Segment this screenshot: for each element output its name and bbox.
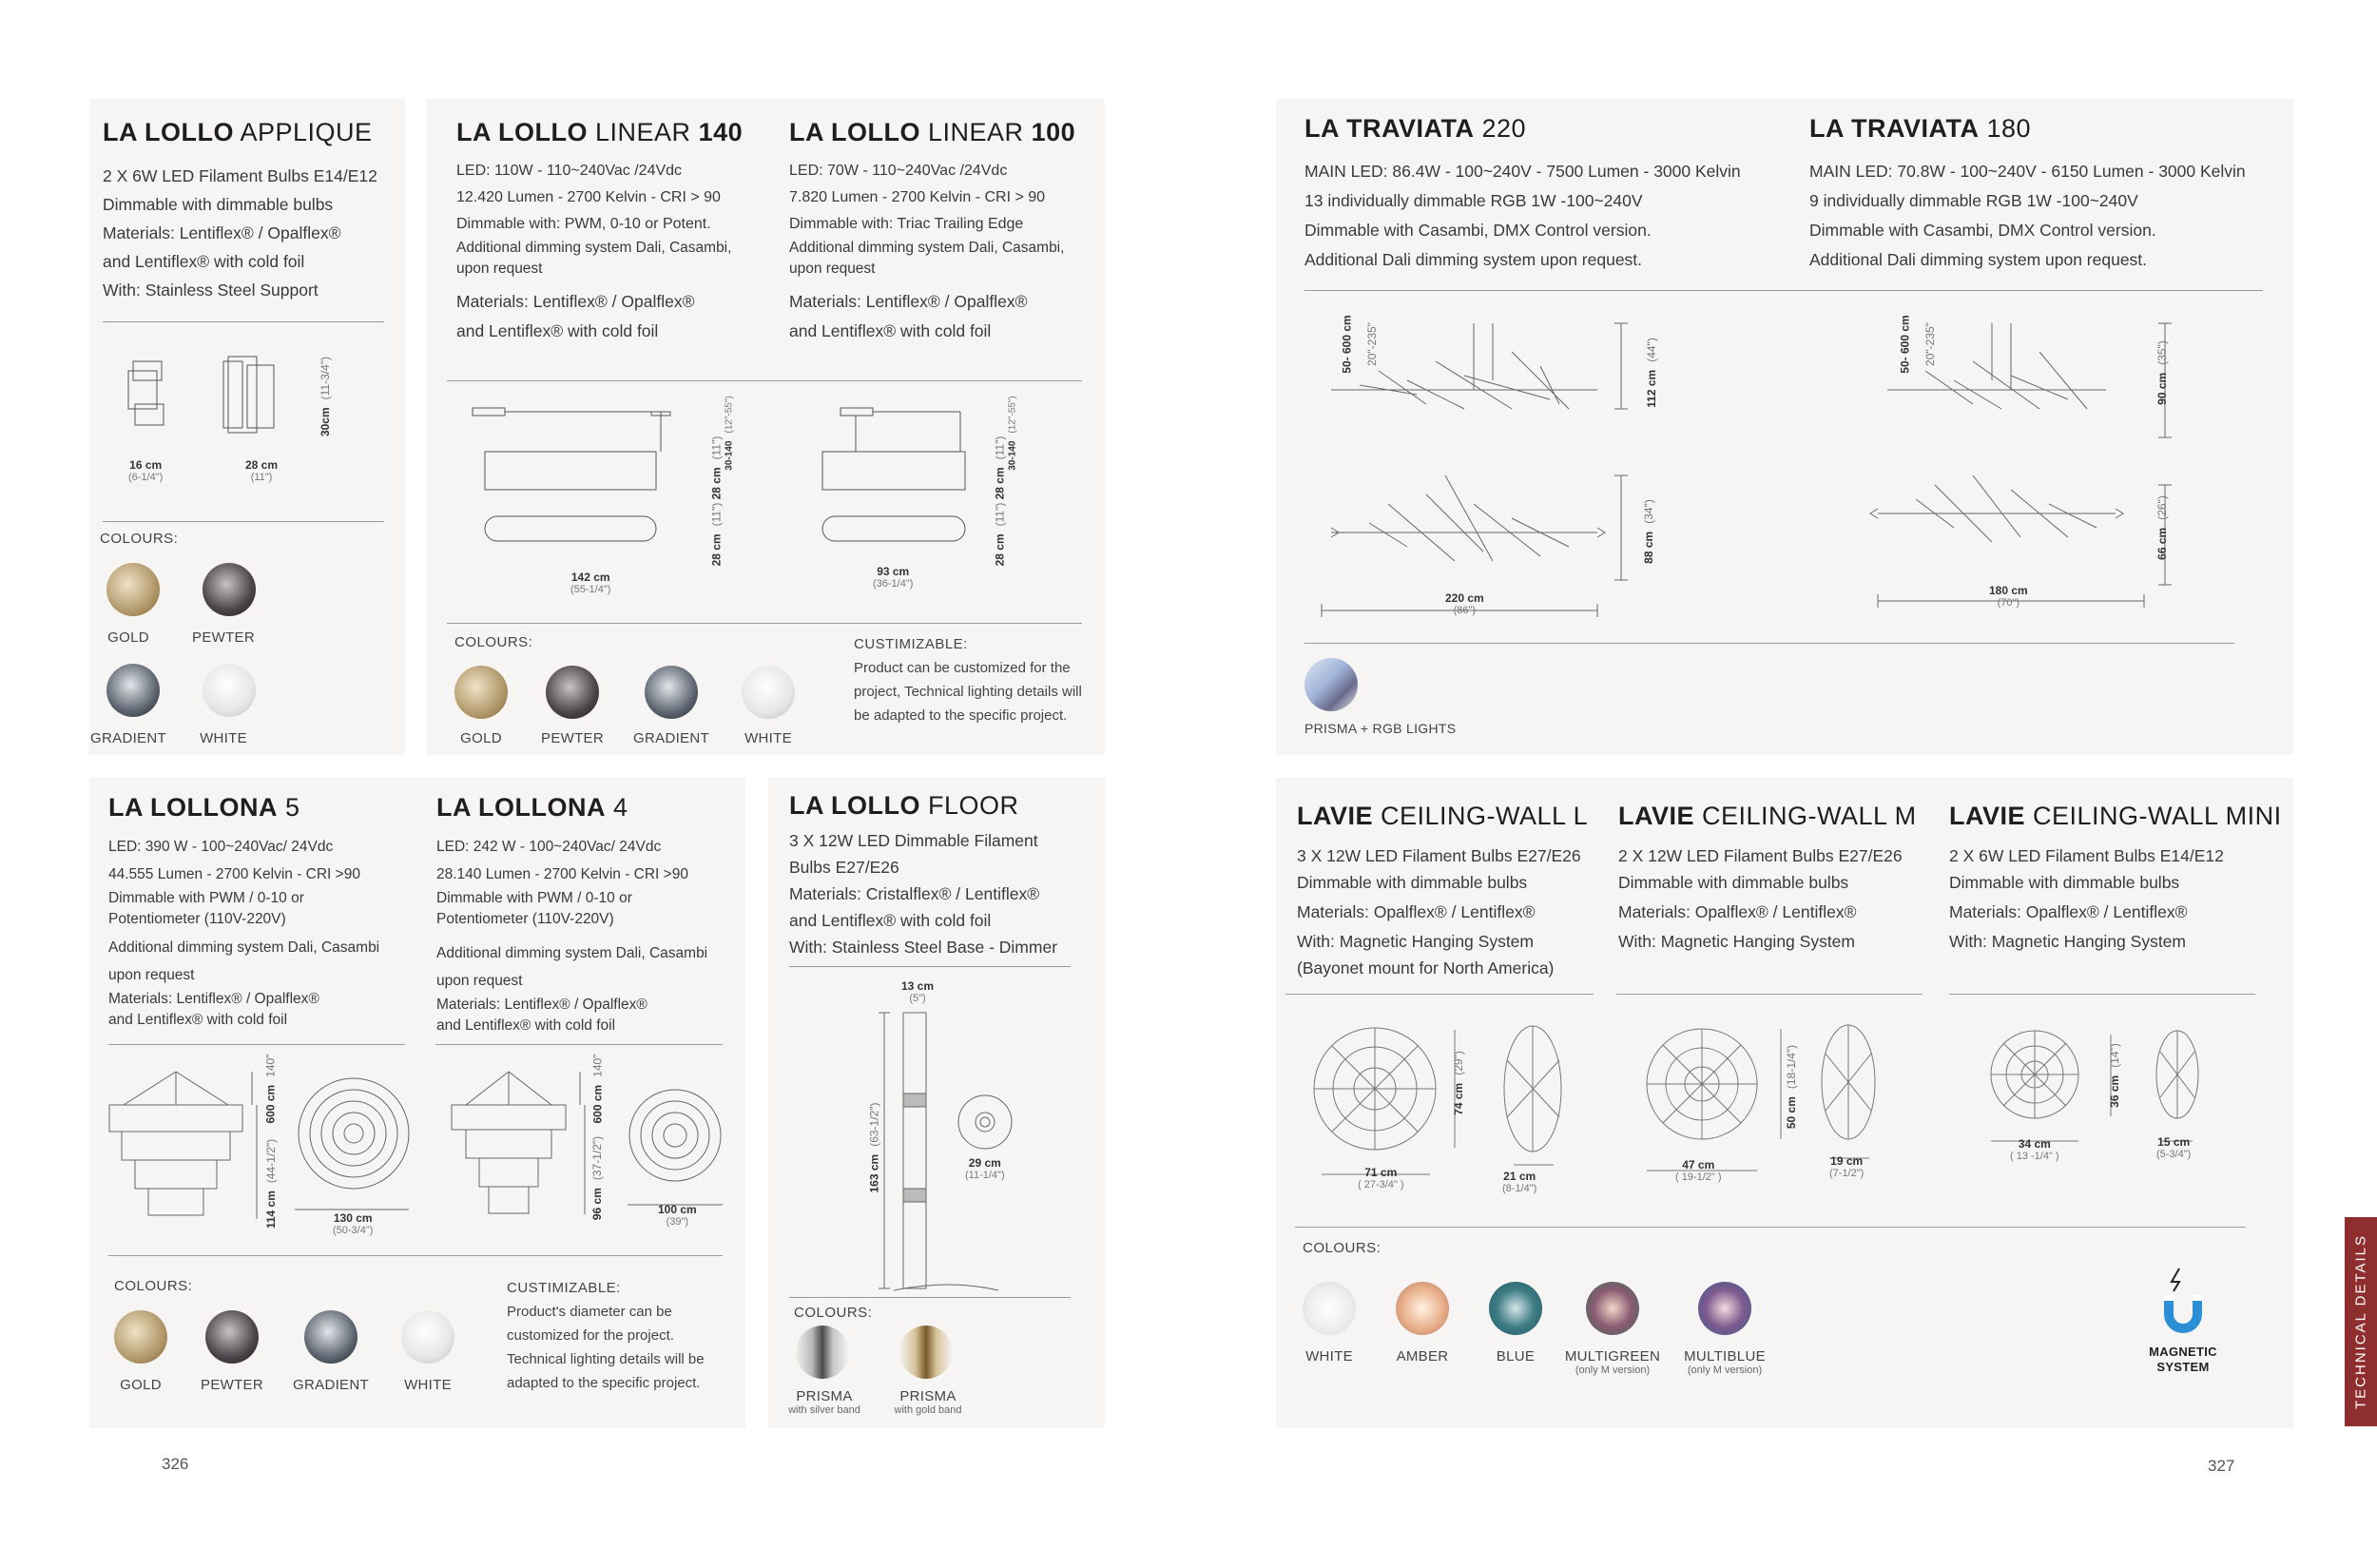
swatch-label: PEWTER [541,730,604,746]
swatch-label: GOLD [120,1377,162,1393]
dim-linear140-h2: 28 cm(11") [709,502,724,567]
dim-linear140-h1: 28 cm(11") [709,436,724,500]
dim-traviata220-drop: 50- 600 cm [1340,315,1354,374]
divider [447,623,1082,624]
title-la-lollona-5: LA LOLLONA 5 [108,793,300,822]
divider [1949,994,2255,995]
page-number-left: 326 [162,1455,189,1473]
title-la-traviata-220: LA TRAVIATA 220 [1304,114,1527,143]
swatch-label: GRADIENT [293,1377,369,1393]
title-la-lollona-4: LA LOLLONA 4 [436,793,628,822]
swatch-gradient[interactable] [106,664,160,717]
dim-traviata180-w: 180 cm (70") [1989,584,2028,609]
divider [435,1044,723,1045]
specs-la-lollo-linear-140: LED: 110W - 110~240Vac /24Vdc 12.420 Lumen - 2700 Kelvin - CRI > 90 Dimmable with: PWM, 0-10 or Potent. Additional dimming system Dali, Casambi, upon request Materials: Lentiflex® / Opalflex® and Lentiflex® with cold foil [456,163,732,340]
divider [789,1297,1071,1298]
specs-la-traviata-220: MAIN LED: 86.4W - 100~240V - 7500 Lumen - 3000 Kelvin 13 individually dimmable RGB 1W -100~240V Dimmable with Casambi, DMX Control version. Additional Dali dimming system upon request. [1304,162,1741,269]
swatch-white[interactable] [1303,1282,1356,1335]
dim-linear140-drop: 30-140(12"-55") [724,396,735,471]
dim-traviata180-drop: 50- 600 cm [1898,315,1912,374]
dim-traviata220-d: 88 cm(34") [1641,499,1655,564]
dim-linear140-w: 142 cm (55-1/4") [570,571,611,595]
colours-heading: COLOURS: [1303,1240,1382,1256]
title-lavie-mini: LAVIE CEILING-WALL MINI [1949,802,2282,830]
swatch-prisma-gold[interactable] [899,1326,953,1379]
specs-lavie-l: 3 X 12W LED Filament Bulbs E27/E26 Dimmable with dimmable bulbs Materials: Opalflex® / Lentiflex® With: Magnetic Hanging System (Bayonet mount for North America) [1297,846,1581,978]
swatch-label: WHITE [200,730,247,746]
drawing-la-lollo-floor [875,994,1065,1298]
dim-applique-h: 30cm(11-3/4") [319,356,333,437]
title-la-lollo-applique: LA LOLLO APPLIQUE [103,118,373,146]
swatch-pewter[interactable] [546,666,599,719]
swatch-label: GRADIENT [633,730,709,746]
dim-lavie-l-h: 74 cm(29") [1451,1051,1465,1115]
swatch-white[interactable] [742,666,795,719]
swatch-label: WHITE [744,730,792,746]
swatch-white[interactable] [203,664,256,717]
magnet-icon [2158,1268,2208,1335]
colours-heading: COLOURS: [794,1305,873,1321]
dim-lavie-m-h: 50 cm(18-1/4") [1785,1044,1799,1130]
dim-lollona5-h2: 114 cm(44-1/2") [264,1138,279,1229]
specs-la-lollona-5: LED: 390 W - 100~240Vac/ 24Vdc 44.555 Lumen - 2700 Kelvin - CRI >90 Dimmable with PWM / 0-10 or Potentiometer (110V-220V) Additional dimming system Dali, Casambi upon request Materials: Lentiflex® / Opalflex® and Lentiflex® with cold foil [108,839,380,1028]
technical-details-tab[interactable]: TECHNICAL DETAILS [2345,1217,2377,1426]
dim-applique-w2: 28 cm (11") [245,458,279,483]
swatch-label: PRISMA with gold band [894,1388,962,1416]
dim-lavie-l-w: 71 cm ( 27-3/4" ) [1358,1166,1404,1191]
magnetic-system-label: MAGNETIC SYSTEM [2149,1345,2217,1374]
dim-linear100-w: 93 cm (36-1/4") [873,565,914,590]
swatch-label: GRADIENT [90,730,166,746]
swatch-label: PRISMA with silver band [788,1388,860,1416]
dim-linear100-h2: 28 cm(11") [993,502,1007,567]
specs-lavie-mini: 2 X 6W LED Filament Bulbs E14/E12 Dimmable with dimmable bulbs Materials: Opalflex® / Lentiflex® With: Magnetic Hanging System [1949,846,2224,951]
dim-lavie-m-w: 47 cm ( 19-1/2" ) [1675,1158,1722,1183]
swatch-gold[interactable] [454,666,508,719]
swatch-amber[interactable] [1396,1282,1449,1335]
divider [108,1044,405,1045]
swatch-label: PRISMA + RGB LIGHTS [1304,721,1457,736]
divider [447,380,1082,381]
swatch-gradient[interactable] [645,666,698,719]
dim-lollona5-h1: 600 cm140" [263,1054,278,1124]
divider [103,521,384,522]
dim-linear100-h1: 28 cm(11") [993,436,1007,500]
drawing-la-lollo-applique [124,352,352,456]
dim-lollona4-h1: 600 cm140" [590,1054,605,1124]
dim-lollona4-h2: 96 cm(37-1/2") [590,1135,605,1221]
specs-la-lollo-linear-100: LED: 70W - 110~240Vac /24Vdc 7.820 Lumen - 2700 Kelvin - CRI > 90 Dimmable with: Triac Trailing Edge Additional dimming system Dali, Casambi, upon request Materials: Lentiflex® / Opalflex® and Lentiflex® with cold foil [789,163,1065,340]
specs-la-lollona-4: LED: 242 W - 100~240Vac/ 24Vdc 28.140 Lumen - 2700 Kelvin - CRI >90 Dimmable with PWM / 0-10 or Potentiometer (110V-220V) Additional dimming system Dali, Casambi upon request Materials: Lentiflex® / Opalflex® and Lentiflex® with cold foil [436,839,708,1034]
swatch-white[interactable] [401,1310,454,1364]
swatch-label: GOLD [107,629,149,646]
specs-la-lollo-floor: 3 X 12W LED Dimmable Filament Bulbs E27/E26 Materials: Cristalflex® / Lentiflex® and Lentiflex® with cold foil With: Stainless Steel Base - Dimmer [789,831,1058,957]
title-lavie-l: LAVIE CEILING-WALL L [1297,802,1589,830]
dim-lavie-mini-d: 15 cm (5-3/4") [2156,1135,2192,1160]
dim-lavie-m-d: 19 cm (7-1/2") [1829,1154,1865,1179]
dim-linear100-drop: 30-140(12"-55") [1007,396,1018,471]
dim-floor-top: 13 cm (5") [901,979,935,1004]
page-number-right: 327 [2208,1457,2235,1475]
swatch-pewter[interactable] [203,563,256,616]
swatch-gradient[interactable] [304,1310,358,1364]
dim-lollona4-w: 100 cm (39") [658,1203,697,1228]
colours-heading: COLOURS: [100,531,179,547]
dim-floor-h: 163 cm(63-1/2") [867,1102,881,1193]
dim-floor-base: 29 cm (11-1/4") [965,1156,1005,1181]
dim-traviata180-drop-in: 20"-235" [1923,322,1937,366]
drawing-la-lollona-5 [105,1067,418,1229]
swatch-gold[interactable] [114,1310,167,1364]
divider [1295,1227,2246,1228]
dim-traviata220-drop-in: 20"-235" [1364,322,1379,366]
divider [108,1255,723,1256]
dim-lavie-mini-h: 36 cm(14") [2107,1043,2121,1108]
swatch-prisma-rgb[interactable] [1304,658,1358,711]
dim-traviata220-h: 112 cm(44") [1644,338,1658,408]
swatch-label: WHITE [1305,1348,1353,1365]
swatch-gold[interactable] [106,563,160,616]
title-la-lollo-linear-140: LA LOLLO LINEAR 140 [456,118,744,146]
swatch-label: WHITE [404,1377,452,1393]
dim-lollona5-w: 130 cm (50-3/4") [333,1211,374,1236]
customizable-note-linear: CUSTIMIZABLE: Product can be customized for the project, Technical lighting details will be adapted to the specific project. [854,636,1082,724]
colours-heading: COLOURS: [114,1278,193,1294]
swatch-label: MULTIGREEN (only M version) [1564,1348,1661,1376]
swatch-multigreen[interactable] [1586,1282,1639,1335]
dim-traviata180-h: 90 cm(35") [2155,340,2169,405]
specs-la-lollo-applique: 2 X 6W LED Filament Bulbs E14/E12 Dimmable with dimmable bulbs Materials: Lentiflex® / Opalflex® and Lentiflex® with cold foil With: Stainless Steel Support [103,166,377,300]
swatch-blue[interactable] [1489,1282,1542,1335]
divider [1285,994,1594,995]
divider [789,966,1071,967]
swatch-prisma-silver[interactable] [796,1326,849,1379]
swatch-label: GOLD [460,730,502,746]
swatch-label: MULTIBLUE (only M version) [1684,1348,1766,1376]
swatch-label: PEWTER [201,1377,263,1393]
swatch-label: PEWTER [192,629,255,646]
specs-lavie-m: 2 X 12W LED Filament Bulbs E27/E26 Dimmable with dimmable bulbs Materials: Opalflex® / Lentiflex® With: Magnetic Hanging System [1618,846,1903,951]
swatch-label: AMBER [1396,1348,1449,1365]
title-la-lollo-linear-100: LA LOLLO LINEAR 100 [789,118,1076,146]
specs-la-traviata-180: MAIN LED: 70.8W - 100~240V - 6150 Lumen - 3000 Kelvin 9 individually dimmable RGB 1W -100~240V Dimmable with Casambi, DMX Control version. Additional Dali dimming system upon request. [1809,162,2246,269]
divider [1304,290,2263,291]
dim-lavie-l-d: 21 cm (8-1/4") [1502,1170,1537,1194]
swatch-label: BLUE [1496,1348,1536,1365]
title-lavie-m: LAVIE CEILING-WALL M [1618,802,1917,830]
title-la-traviata-180: LA TRAVIATA 180 [1809,114,2032,143]
divider [1304,643,2234,644]
swatch-pewter[interactable] [205,1310,259,1364]
drawing-la-lollo-linear-140 [471,404,718,594]
dim-lavie-mini-w: 34 cm ( 13 -1/4" ) [2010,1137,2059,1162]
colours-heading: COLOURS: [454,634,533,650]
dim-traviata220-w: 220 cm (86") [1445,591,1484,616]
divider [103,321,384,322]
title-la-lollo-floor: LA LOLLO FLOOR [789,791,1019,820]
divider [1616,994,1923,995]
swatch-multiblue[interactable] [1698,1282,1751,1335]
dim-applique-w1: 16 cm (6-1/4") [128,458,164,483]
dim-traviata180-d: 66 cm(26") [2155,495,2169,560]
customizable-note-lollona: CUSTIMIZABLE: Product's diameter can be customized for the project. Technical lighting details will be adapted to the specific project. [507,1280,705,1391]
